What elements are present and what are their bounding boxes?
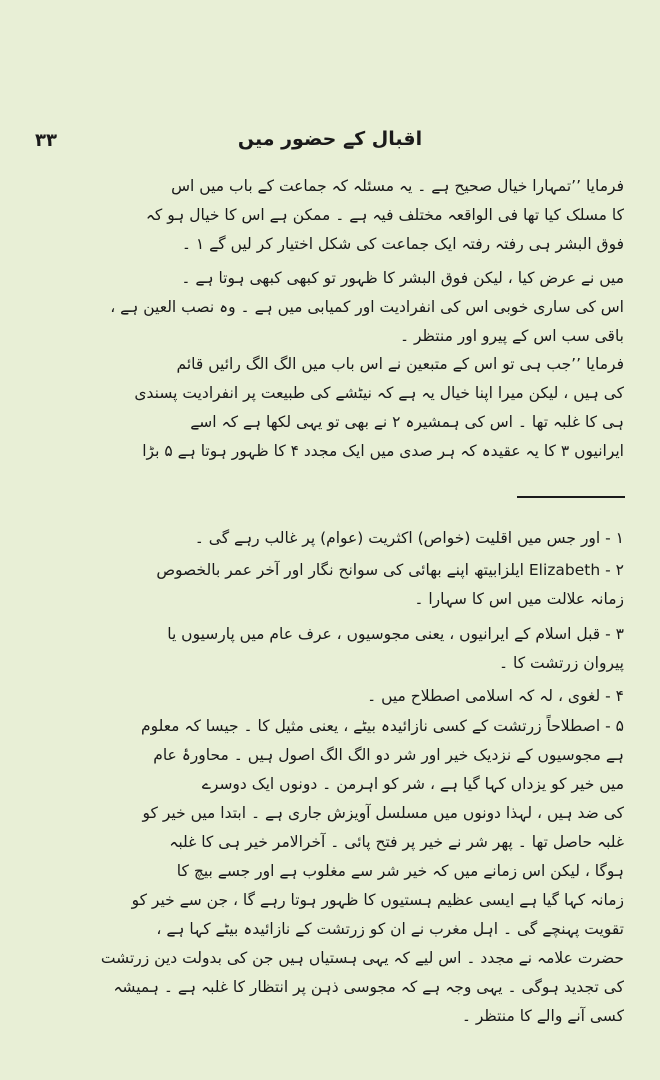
- footnote-divider: [517, 496, 625, 498]
- text-line: ۴ - لغوی ، لہ کہ اسلامی اصطلاح میں ۔: [367, 687, 624, 705]
- text-line: باقی سب اس کے پیرو اور منتظر ۔: [399, 327, 624, 345]
- text-line: میں نے عرض کیا ، لیکن فوق البشر کا ظہور تو کبھی کبھی ہوتا ہے ۔: [181, 269, 624, 287]
- text-line: ۳ - قبل اسلام کے ایرانیوں ، یعنی مجوسیوں ، عرف عام میں پارسیوں یا: [167, 625, 624, 643]
- text-line: زمانہ علالت میں اس کا سہارا ۔: [414, 590, 624, 608]
- text-line: پیروان زرتشت کا ۔: [498, 654, 624, 672]
- text-line: غلبہ حاصل تھا ۔ پھر شر نے خیر پر فتح پائی ۔ آخرالامر خیر ہی کا غلبہ: [169, 833, 624, 851]
- text-line: فرمایا ’’جب ہی تو اس کے متبعین نے اس باب میں الگ الگ رائیں قائم: [176, 355, 624, 373]
- body-paragraph-2: [34, 264, 624, 351]
- footnote-5: [34, 712, 624, 1031]
- text-line: فوق البشر ہی رفتہ رفتہ ایک جماعت کی شکل اختیار کر لیں گے ۱ ۔: [181, 235, 624, 253]
- footnote-2: [34, 556, 624, 614]
- running-title: اقبال کے حضور میں: [237, 128, 423, 150]
- text-line: کا مسلک کیا تھا فی الواقعہ مختلف فیہ ہے ۔ ممکن ہے اس کا خیال ہو کہ: [145, 206, 624, 224]
- body-paragraph-1: [34, 172, 624, 259]
- text-line: کی ہیں ، لیکن میرا اپنا خیال یہ ہے کہ نیٹشے کی طبیعت پر انفرادیت پسندی: [134, 384, 624, 402]
- text-line: ۱ - اور جس میں اقلیت (خواص) اکثریت (عوام) پر غالب رہے گی ۔: [194, 529, 624, 547]
- text-line: ۲ - Elizabeth ایلزابیتھ اپنے بھائی کی سوانح نگار اور آخر عمر بالخصوص: [156, 561, 624, 579]
- body-paragraph-3: [34, 350, 624, 466]
- text-line: کی تجدید ہوگی ۔ یہی وجہ ہے کہ مجوسی ذہن پر انتظار کا غلبہ ہے ۔ ہمیشہ: [113, 978, 624, 996]
- text-line: کی ضد ہیں ، لہذا دونوں میں مسلسل آویزش جاری ہے ۔ ابتدا میں خیر کو: [142, 804, 624, 822]
- text-line: زمانہ کہا گیا ہے ایسی عظیم ہستیوں کا ظہور ہوتا رہے گا ، جن سے خیر کو: [131, 891, 624, 909]
- text-line: فرمایا ’’تمہارا خیال صحیح ہے ۔ یہ مسئلہ کہ جماعت کے باب میں اس: [171, 177, 624, 195]
- page-header: [0, 128, 660, 158]
- text-line: ہوگا ، لیکن اس زمانے میں کہ خیر شر سے مغلوب ہے اور جسے بیچ کا: [176, 862, 624, 880]
- footnote-1: [34, 524, 624, 553]
- text-line: ہی کا غلبہ تھا ۔ اس کی ہمشیرہ ۲ نے بھی تو یہی لکھا ہے کہ اسے: [190, 413, 624, 431]
- text-line: تقویت پہنچے گی ۔ اہل مغرب نے ان کو زرتشت کے نازائیدہ بیٹے کہا ہے ،: [156, 920, 624, 938]
- footnote-4: [34, 682, 624, 711]
- text-line: ہے مجوسیوں کے نزدیک خیر اور شر دو الگ الگ اصول ہیں ۔ محاورۂ عام: [153, 746, 624, 764]
- footnote-3: [34, 620, 624, 678]
- text-line: ایرانیوں ۳ کا یہ عقیدہ کہ ہر صدی میں ایک مجدد ۴ کا ظہور ہوتا ہے ۵ بڑا: [142, 442, 624, 460]
- text-line: ۵ - اصطلاحاً زرتشت کے کسی نازائیدہ بیٹے ، یعنی مثیل کا ۔ جیسا کہ معلوم: [140, 717, 624, 735]
- text-line: میں خیر کو یزداں کہا گیا ہے ، شر کو اہرمن ۔ دونوں ایک دوسرے: [201, 775, 624, 793]
- text-line: اس کی ساری خوبی اس کی انفرادیت اور کمیابی میں ہے ۔ وہ نصب العین ہے ،: [110, 298, 624, 316]
- text-line: حضرت علامہ نے مجدد ۔ اس لیے کہ یہی ہستیاں ہیں جن کی بدولت دین زرتشت: [100, 949, 624, 967]
- text-line: کسی آنے والے کا منتظر ۔: [461, 1007, 624, 1025]
- page-number: ۳۳: [35, 130, 57, 151]
